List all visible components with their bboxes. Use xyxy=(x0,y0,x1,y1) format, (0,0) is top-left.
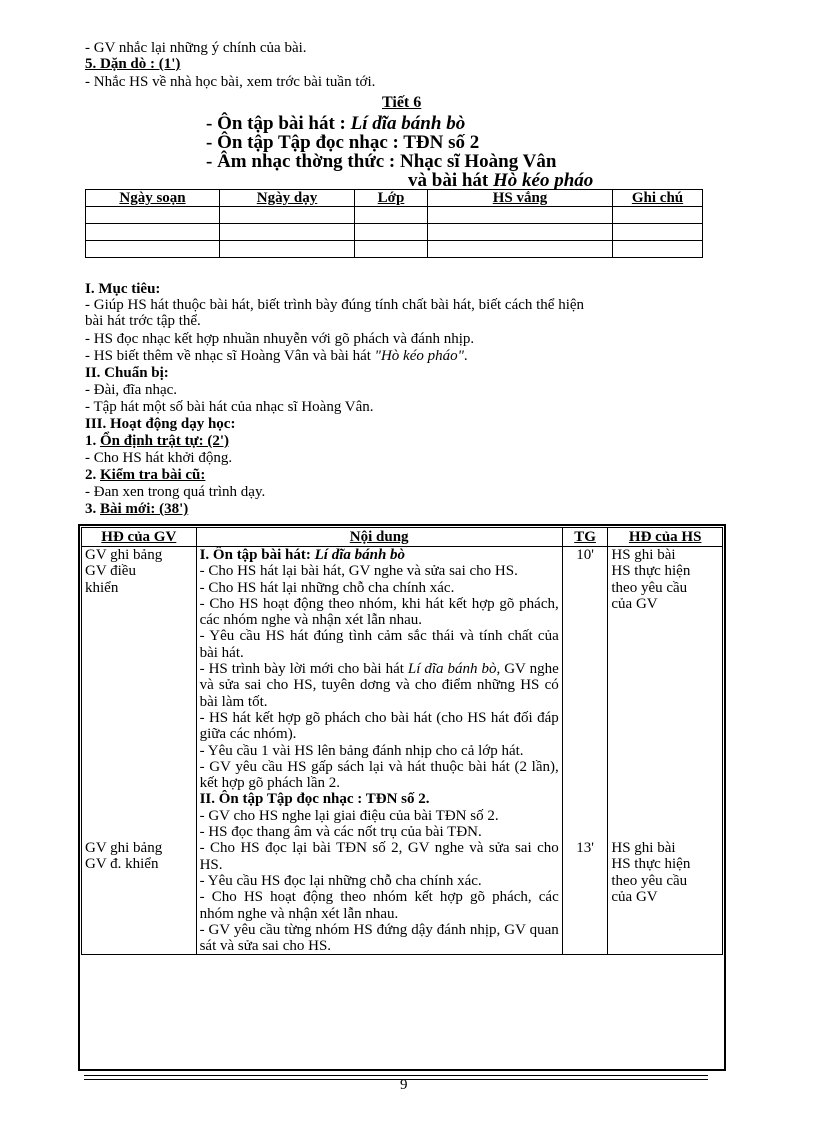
schedule-row xyxy=(86,241,703,258)
content-line: - Yêu cầu 1 vài HS lên bảng đánh nhịp cho cả lớp hát. xyxy=(199,742,524,759)
gv-line: GV điều xyxy=(85,563,136,580)
content-line: - GV yêu cầu từng nhóm HS đứng dậy đánh nhịp, GV quan sát và sửa sai cho HS. xyxy=(199,921,559,955)
schedule-table xyxy=(85,189,703,258)
hs-line: của GV xyxy=(611,595,658,612)
hs-line: theo yêu cầu xyxy=(611,872,688,889)
content-title xyxy=(200,547,559,563)
schedule-row xyxy=(86,224,703,241)
topic-3: - Âm nhạc thờng thức : Nhạc sĩ Hoàng Vân xyxy=(206,151,557,172)
topic-1-song: Lí dĩa bánh bò xyxy=(350,113,466,134)
chuan-bi-line: - Tập hát một số bài hát của nhạc sĩ Hoàng Vân. xyxy=(85,399,374,415)
hs-line: HS thực hiện xyxy=(611,856,691,873)
section-2-title: Kiểm tra bài cũ: xyxy=(100,467,206,483)
schedule-header-lop: Lớp xyxy=(355,190,428,207)
gv-line: khiển xyxy=(85,579,119,596)
section-1-title: Ổn định trật tự: (2') xyxy=(100,433,230,449)
hs-line: HS ghi bài xyxy=(611,547,676,563)
muc-tieu-heading: I. Mục tiêu: xyxy=(85,281,161,297)
gv-line: GV đ. khiển xyxy=(85,856,159,873)
section-2-line: - Đan xen trong quá trình dạy. xyxy=(85,484,266,500)
period: . xyxy=(463,348,468,364)
topic-2: - Ôn tập Tập đọc nhạc : TĐN số 2 xyxy=(206,132,480,153)
section-3-number: 3. xyxy=(85,501,100,517)
muc-tieu-text: - HS biết thêm về nhạc sĩ Hoàng Vân và bài hát xyxy=(85,348,375,364)
section-3-heading xyxy=(85,501,188,518)
topic-4 xyxy=(408,171,593,191)
time-value: 13' xyxy=(576,840,594,857)
footer-rule xyxy=(84,1079,708,1080)
content-line: - Cho HS hát lại bài hát, GV nghe và sửa sai cho HS. xyxy=(199,563,518,580)
content-title: II. Ôn tập Tập đọc nhạc : TĐN số 2. xyxy=(199,791,430,808)
hs-line: theo yêu cầu xyxy=(611,579,688,596)
hs-cell xyxy=(608,547,723,955)
content-line: - Cho HS hoạt động theo nhóm kết hợp gõ phách, các nhóm nghe và nhận xét lẫn nhau. xyxy=(199,889,559,922)
muc-tieu-line: - Giúp HS hát thuộc bài hát, biết trình bày đúng tính chất bài hát, biết cách thể hiện xyxy=(85,297,585,313)
schedule-header-hs-vang: HS vắng xyxy=(428,190,613,207)
content-line xyxy=(200,661,559,710)
page-number: 9 xyxy=(400,1077,408,1093)
header-hd-gv: HĐ của GV xyxy=(82,528,197,547)
section-1-heading xyxy=(85,433,229,450)
header-tg: TG xyxy=(562,528,608,547)
lesson-number: Tiết 6 xyxy=(382,94,422,111)
content-line: - HS hát kết hợp gõ phách cho bài hát (cho HS hát đối đáp giữa các nhóm). xyxy=(199,709,559,743)
time-value: 10' xyxy=(576,547,594,563)
muc-tieu-line xyxy=(85,348,468,365)
tg-cell xyxy=(562,547,608,955)
schedule-header-ngay-day: Ngày dạy xyxy=(220,190,355,207)
content-line: - HS đọc thang âm và các nốt trụ của bài TĐN. xyxy=(199,824,482,841)
header-noi-dung: Nội dung xyxy=(196,528,562,547)
content-line: - GV cho HS nghe lại giai điệu của bài TĐN số 2. xyxy=(199,807,499,824)
section-1-line: - Cho HS hát khởi động. xyxy=(85,450,233,466)
topic-1-label: - Ôn tập bài hát : xyxy=(206,113,351,134)
table-row xyxy=(82,547,723,955)
content-song: Lí dĩa bánh bò xyxy=(407,661,497,678)
topic-4-label: và bài hát xyxy=(408,170,493,191)
hs-line: HS ghi bài xyxy=(611,840,676,857)
section-1-number: 1. xyxy=(85,433,100,449)
dando-heading: 5. Dặn dò : (1') xyxy=(85,56,181,72)
chuan-bi-line: - Đài, đĩa nhạc. xyxy=(85,382,178,398)
content-cell xyxy=(196,547,562,955)
gv-line: GV ghi bảng xyxy=(85,547,163,563)
content-title-song: Lí dĩa bánh bò xyxy=(314,547,406,563)
content-title-label: I. Ôn tập bài hát: xyxy=(199,547,315,563)
footer-rule xyxy=(84,1075,708,1076)
hs-line: HS thực hiện xyxy=(611,563,691,580)
hoat-dong-heading: III. Hoạt động dạy học: xyxy=(85,416,236,432)
content-text: - HS trình bày lời mới cho bài hát xyxy=(199,661,408,678)
hs-line: của GV xyxy=(611,889,658,906)
dando-line: - Nhắc HS về nhà học bài, xem trớc bài tuần tới. xyxy=(85,74,376,90)
content-text: , GV nghe và sửa sai cho HS, tuyên dơng và cho điểm những HS có bài làm tốt. xyxy=(199,661,559,710)
section-2-number: 2. xyxy=(85,467,100,483)
schedule-header-ngay-soan: Ngày soạn xyxy=(86,190,220,207)
section-2-heading xyxy=(85,467,205,484)
topic-4-song: Hò kéo pháo xyxy=(493,170,594,191)
chuan-bi-heading: II. Chuẩn bị: xyxy=(85,365,169,381)
song-title: "Hò kéo pháo" xyxy=(374,348,464,364)
header-hd-hs: HĐ của HS xyxy=(608,528,723,547)
gv-cell xyxy=(82,547,197,955)
main-table xyxy=(81,527,723,955)
muc-tieu-line: bài hát trớc tập thể. xyxy=(85,313,201,329)
gv-line: GV ghi bảng xyxy=(85,839,163,856)
content-line: - GV yêu cầu HS gấp sách lại và hát thuộc bài hát (2 lần), kết hợp gõ phách lần 2. xyxy=(199,758,559,792)
section-3-title: Bài mới: (38') xyxy=(100,501,189,517)
schedule-row xyxy=(86,207,703,224)
intro-line: - GV nhắc lại những ý chính của bài. xyxy=(85,40,307,56)
topic-1 xyxy=(206,114,465,134)
content-line: - Cho HS đọc lại bài TĐN số 2, GV nghe và sửa sai cho HS. xyxy=(199,840,559,873)
content-line: - Yêu cầu HS đọc lại những chỗ cha chính xác. xyxy=(199,872,482,889)
muc-tieu-line: - HS đọc nhạc kết hợp nhuần nhuyễn với gõ phách và đánh nhịp. xyxy=(85,331,475,347)
content-line: - Cho HS hát lại những chỗ cha chính xác. xyxy=(199,579,455,596)
content-line: - Yêu cầu HS hát đúng tình cảm sắc thái và tính chất của bài hát. xyxy=(199,628,559,661)
main-table-frame xyxy=(78,524,726,1071)
schedule-header-ghi-chu: Ghi chú xyxy=(613,190,703,207)
content-line: - Cho HS hoạt động theo nhóm, khi hát kết hợp gõ phách, các nhóm nghe và nhận xét lẫn nhau. xyxy=(199,595,559,629)
